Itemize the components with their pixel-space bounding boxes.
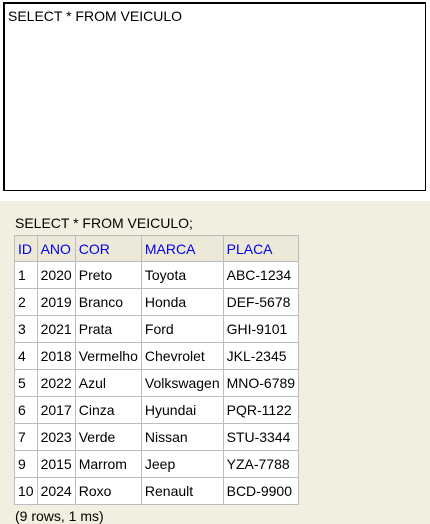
cell-cor: Preto: [75, 262, 141, 289]
cell-id: 2: [15, 289, 38, 316]
cell-placa: GHI-9101: [223, 316, 298, 343]
column-header-ano[interactable]: ANO: [37, 236, 75, 262]
cell-marca: Chevrolet: [141, 343, 223, 370]
column-header-id[interactable]: ID: [15, 236, 38, 262]
cell-cor: Branco: [75, 289, 141, 316]
cell-placa: PQR-1122: [223, 397, 298, 424]
query-echo: SELECT * FROM VEICULO;: [15, 215, 193, 231]
table-row: [15, 451, 299, 478]
cell-id: 3: [15, 316, 38, 343]
column-header-placa[interactable]: PLACA: [223, 236, 298, 262]
cell-cor: Marrom: [75, 451, 141, 478]
cell-placa: MNO-6789: [223, 370, 298, 397]
cell-id: 6: [15, 397, 38, 424]
cell-id: 7: [15, 424, 38, 451]
table-row: [15, 370, 299, 397]
table-row: [15, 262, 299, 289]
cell-ano: 2017: [37, 397, 75, 424]
sql-editor[interactable]: [3, 2, 426, 191]
table-row: [15, 424, 299, 451]
cell-marca: Ford: [141, 316, 223, 343]
cell-ano: 2021: [37, 316, 75, 343]
cell-placa: JKL-2345: [223, 343, 298, 370]
table-row: [15, 478, 299, 505]
cell-id: 5: [15, 370, 38, 397]
cell-ano: 2022: [37, 370, 75, 397]
cell-cor: Vermelho: [75, 343, 141, 370]
column-header-marca[interactable]: MARCA: [141, 236, 223, 262]
cell-marca: Renault: [141, 478, 223, 505]
cell-cor: Verde: [75, 424, 141, 451]
cell-id: 10: [15, 478, 38, 505]
cell-cor: Prata: [75, 316, 141, 343]
cell-id: 9: [15, 451, 38, 478]
cell-id: 4: [15, 343, 38, 370]
cell-ano: 2020: [37, 262, 75, 289]
cell-cor: Roxo: [75, 478, 141, 505]
results-panel: [0, 201, 430, 524]
table-row: [15, 343, 299, 370]
cell-marca: Volkswagen: [141, 370, 223, 397]
cell-marca: Honda: [141, 289, 223, 316]
cell-ano: 2024: [37, 478, 75, 505]
table-row: [15, 289, 299, 316]
column-header-cor[interactable]: COR: [75, 236, 141, 262]
cell-cor: Azul: [75, 370, 141, 397]
table-row: [15, 397, 299, 424]
cell-ano: 2023: [37, 424, 75, 451]
table-row: [15, 316, 299, 343]
table-header-row: [15, 236, 299, 262]
results-table: [14, 235, 299, 505]
cell-marca: Nissan: [141, 424, 223, 451]
cell-placa: ABC-1234: [223, 262, 298, 289]
cell-placa: YZA-7788: [223, 451, 298, 478]
result-status: (9 rows, 1 ms): [15, 508, 104, 524]
cell-ano: 2018: [37, 343, 75, 370]
cell-ano: 2015: [37, 451, 75, 478]
cell-placa: DEF-5678: [223, 289, 298, 316]
cell-ano: 2019: [37, 289, 75, 316]
cell-placa: BCD-9900: [223, 478, 298, 505]
cell-id: 1: [15, 262, 38, 289]
cell-marca: Jeep: [141, 451, 223, 478]
cell-marca: Hyundai: [141, 397, 223, 424]
cell-cor: Cinza: [75, 397, 141, 424]
cell-placa: STU-3344: [223, 424, 298, 451]
cell-marca: Toyota: [141, 262, 223, 289]
